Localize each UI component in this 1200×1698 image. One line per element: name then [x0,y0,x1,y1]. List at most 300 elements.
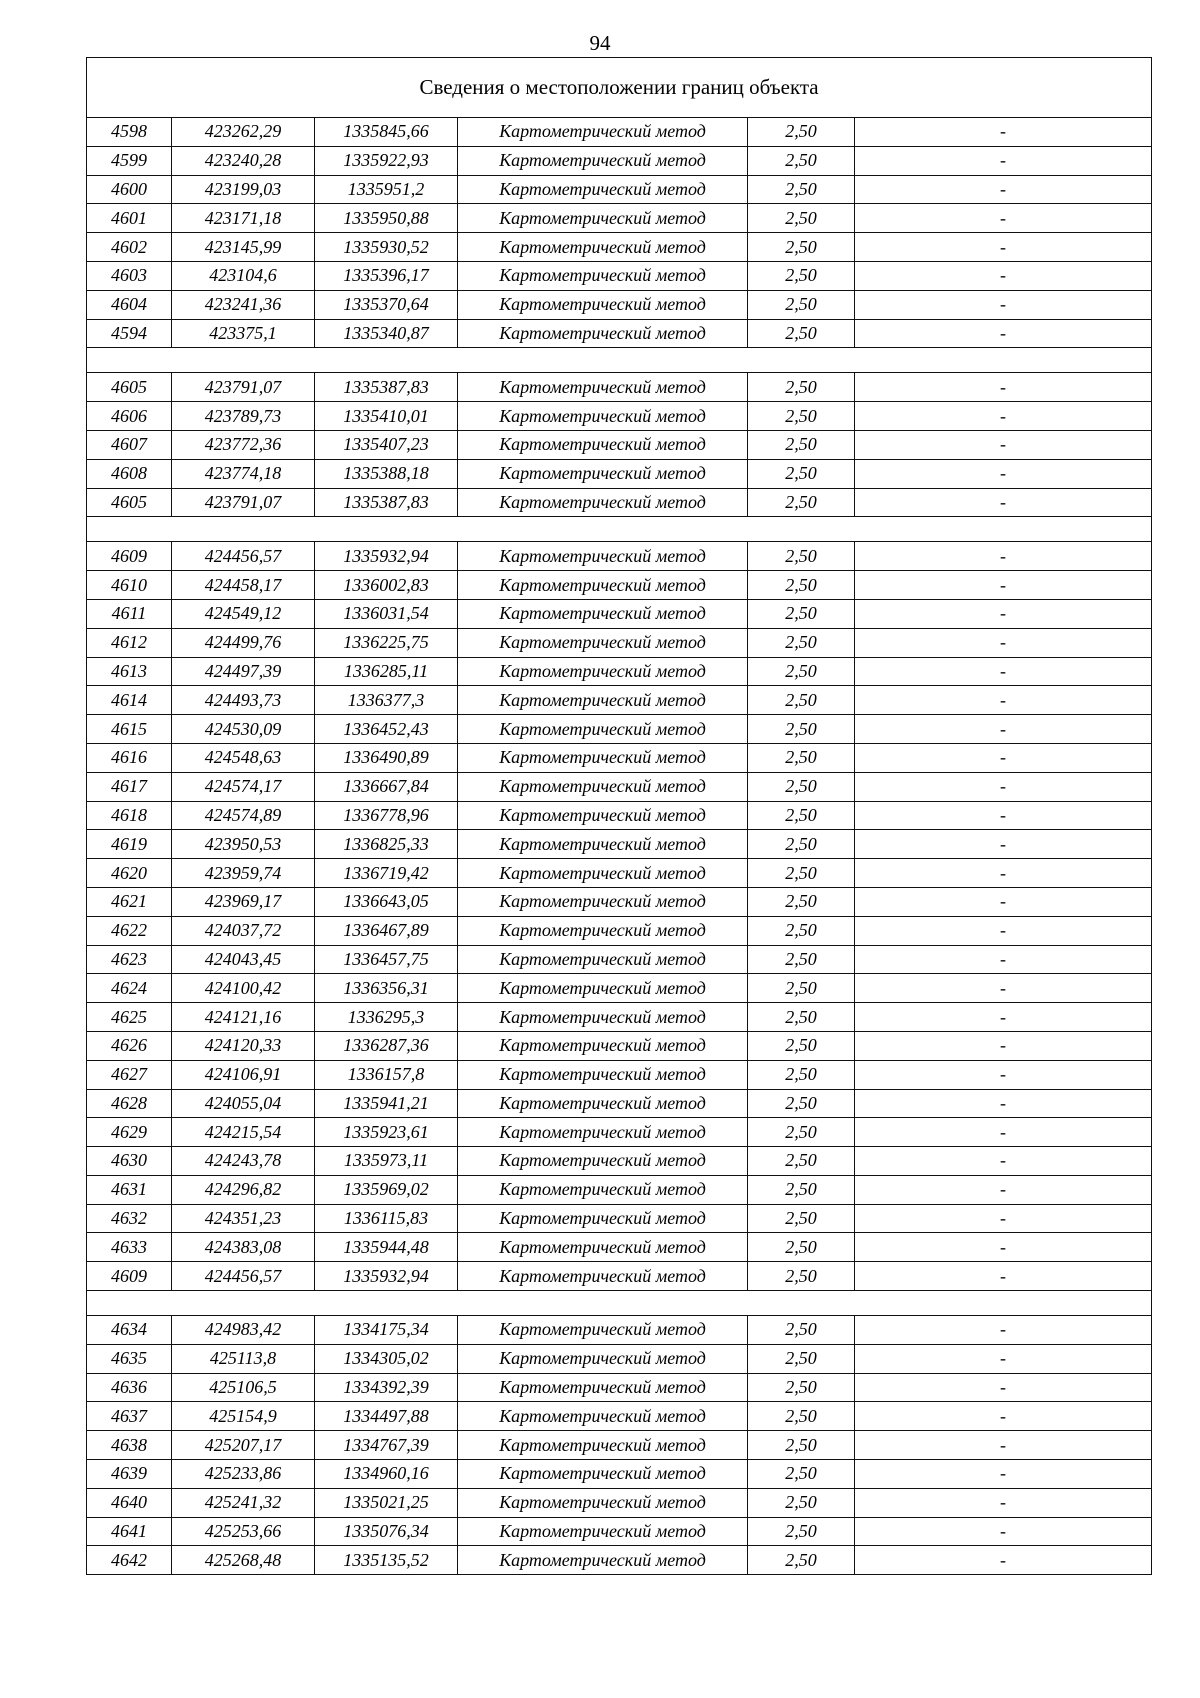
y-coordinate-cell: 1335932,94 [315,1262,458,1291]
accuracy-cell: 2,50 [748,801,855,830]
point-number-cell: 4623 [87,945,172,974]
table-row [87,1546,1152,1575]
y-coordinate-cell: 1336825,33 [315,830,458,859]
table-row [87,1118,1152,1147]
description-cell: - [855,146,1152,175]
table-row [87,146,1152,175]
table-row [87,118,1152,147]
method-cell: Картометрический метод [458,233,748,262]
y-coordinate-cell: 1336643,05 [315,887,458,916]
point-number-cell: 4638 [87,1431,172,1460]
description-cell: - [855,1089,1152,1118]
description-cell: - [855,1262,1152,1291]
point-number-cell: 4628 [87,1089,172,1118]
description-cell: - [855,1204,1152,1233]
page-number: 94 [589,31,611,55]
x-coordinate-cell: 424055,04 [172,1089,315,1118]
accuracy-cell: 2,50 [748,974,855,1003]
point-number-cell: 4618 [87,801,172,830]
boundary-table-body [87,58,1152,1575]
y-coordinate-cell: 1335370,64 [315,290,458,319]
description-cell: - [855,686,1152,715]
x-coordinate-cell: 424493,73 [172,686,315,715]
table-row [87,175,1152,204]
description-cell: - [855,801,1152,830]
accuracy-cell: 2,50 [748,945,855,974]
y-coordinate-cell: 1335923,61 [315,1118,458,1147]
point-number-cell: 4609 [87,1262,172,1291]
y-coordinate-cell: 1336002,83 [315,571,458,600]
description-cell: - [855,830,1152,859]
description-cell: - [855,1460,1152,1489]
table-row [87,772,1152,801]
method-cell: Картометрический метод [458,571,748,600]
x-coordinate-cell: 423145,99 [172,233,315,262]
method-cell: Картометрический метод [458,772,748,801]
point-number-cell: 4630 [87,1147,172,1176]
accuracy-cell: 2,50 [748,887,855,916]
accuracy-cell: 2,50 [748,1262,855,1291]
description-cell: - [855,916,1152,945]
x-coordinate-cell: 424121,16 [172,1003,315,1032]
x-coordinate-cell: 424351,23 [172,1204,315,1233]
method-cell: Картометрический метод [458,1373,748,1402]
y-coordinate-cell: 1335944,48 [315,1233,458,1262]
description-cell: - [855,743,1152,772]
table-row [87,1175,1152,1204]
accuracy-cell: 2,50 [748,233,855,262]
description-cell: - [855,1233,1152,1262]
y-coordinate-cell: 1336285,11 [315,657,458,686]
y-coordinate-cell: 1335930,52 [315,233,458,262]
y-coordinate-cell: 1334767,39 [315,1431,458,1460]
description-cell: - [855,1402,1152,1431]
method-cell: Картометрический метод [458,373,748,402]
description-cell: - [855,542,1152,571]
y-coordinate-cell: 1335388,18 [315,459,458,488]
accuracy-cell: 2,50 [748,430,855,459]
table-row [87,1344,1152,1373]
x-coordinate-cell: 424215,54 [172,1118,315,1147]
table-row [87,945,1152,974]
y-coordinate-cell: 1335076,34 [315,1517,458,1546]
y-coordinate-cell: 1335135,52 [315,1546,458,1575]
y-coordinate-cell: 1336490,89 [315,743,458,772]
y-coordinate-cell: 1336667,84 [315,772,458,801]
point-number-cell: 4621 [87,887,172,916]
point-number-cell: 4610 [87,571,172,600]
method-cell: Картометрический метод [458,459,748,488]
description-cell: - [855,233,1152,262]
point-number-cell: 4625 [87,1003,172,1032]
method-cell: Картометрический метод [458,146,748,175]
table-row [87,290,1152,319]
description-cell: - [855,488,1152,517]
method-cell: Картометрический метод [458,1517,748,1546]
method-cell: Картометрический метод [458,1233,748,1262]
table-row [87,459,1152,488]
accuracy-cell: 2,50 [748,715,855,744]
accuracy-cell: 2,50 [748,146,855,175]
point-number-cell: 4641 [87,1517,172,1546]
x-coordinate-cell: 425113,8 [172,1344,315,1373]
method-cell: Картометрический метод [458,118,748,147]
description-cell: - [855,430,1152,459]
accuracy-cell: 2,50 [748,1233,855,1262]
x-coordinate-cell: 424296,82 [172,1175,315,1204]
method-cell: Картометрический метод [458,1546,748,1575]
point-number-cell: 4605 [87,373,172,402]
accuracy-cell: 2,50 [748,290,855,319]
x-coordinate-cell: 425154,9 [172,1402,315,1431]
x-coordinate-cell: 425106,5 [172,1373,315,1402]
accuracy-cell: 2,50 [748,1003,855,1032]
description-cell: - [855,373,1152,402]
y-coordinate-cell: 1334960,16 [315,1460,458,1489]
accuracy-cell: 2,50 [748,1060,855,1089]
accuracy-cell: 2,50 [748,599,855,628]
y-coordinate-cell: 1336157,8 [315,1060,458,1089]
table-row [87,1517,1152,1546]
x-coordinate-cell: 425268,48 [172,1546,315,1575]
y-coordinate-cell: 1336457,75 [315,945,458,974]
x-coordinate-cell: 424043,45 [172,945,315,974]
accuracy-cell: 2,50 [748,488,855,517]
point-number-cell: 4626 [87,1031,172,1060]
point-number-cell: 4612 [87,628,172,657]
description-cell: - [855,657,1152,686]
table-row [87,1233,1152,1262]
x-coordinate-cell: 425233,86 [172,1460,315,1489]
y-coordinate-cell: 1335340,87 [315,319,458,348]
method-cell: Картометрический метод [458,1060,748,1089]
table-row [87,1262,1152,1291]
y-coordinate-cell: 1336778,96 [315,801,458,830]
point-number-cell: 4629 [87,1118,172,1147]
description-cell: - [855,118,1152,147]
point-number-cell: 4642 [87,1546,172,1575]
description-cell: - [855,261,1152,290]
method-cell: Картометрический метод [458,916,748,945]
method-cell: Картометрический метод [458,175,748,204]
y-coordinate-cell: 1336287,36 [315,1031,458,1060]
accuracy-cell: 2,50 [748,1344,855,1373]
description-cell: - [855,715,1152,744]
accuracy-cell: 2,50 [748,175,855,204]
y-coordinate-cell: 1335396,17 [315,261,458,290]
table-row [87,1089,1152,1118]
table-row [87,204,1152,233]
point-number-cell: 4636 [87,1373,172,1402]
x-coordinate-cell: 424106,91 [172,1060,315,1089]
x-coordinate-cell: 424120,33 [172,1031,315,1060]
accuracy-cell: 2,50 [748,1147,855,1176]
table-title-row [87,58,1152,118]
x-coordinate-cell: 424548,63 [172,743,315,772]
x-coordinate-cell: 423791,07 [172,373,315,402]
method-cell: Картометрический метод [458,1175,748,1204]
x-coordinate-cell: 424243,78 [172,1147,315,1176]
table-row [87,1402,1152,1431]
description-cell: - [855,1316,1152,1345]
method-cell: Картометрический метод [458,974,748,1003]
table-row [87,571,1152,600]
table-row [87,1204,1152,1233]
method-cell: Картометрический метод [458,1488,748,1517]
y-coordinate-cell: 1336031,54 [315,599,458,628]
description-cell: - [855,1031,1152,1060]
point-number-cell: 4600 [87,175,172,204]
accuracy-cell: 2,50 [748,1316,855,1345]
x-coordinate-cell: 424574,89 [172,801,315,830]
x-coordinate-cell: 424456,57 [172,542,315,571]
point-number-cell: 4635 [87,1344,172,1373]
accuracy-cell: 2,50 [748,459,855,488]
y-coordinate-cell: 1334497,88 [315,1402,458,1431]
table-row [87,916,1152,945]
point-number-cell: 4617 [87,772,172,801]
accuracy-cell: 2,50 [748,1373,855,1402]
accuracy-cell: 2,50 [748,859,855,888]
point-number-cell: 4616 [87,743,172,772]
group-separator [87,517,1152,542]
table-row [87,319,1152,348]
accuracy-cell: 2,50 [748,542,855,571]
point-number-cell: 4611 [87,599,172,628]
y-coordinate-cell: 1335973,11 [315,1147,458,1176]
description-cell: - [855,599,1152,628]
table-row [87,1060,1152,1089]
point-number-cell: 4627 [87,1060,172,1089]
group-separator-row [87,517,1152,542]
x-coordinate-cell: 424383,08 [172,1233,315,1262]
accuracy-cell: 2,50 [748,1517,855,1546]
x-coordinate-cell: 425207,17 [172,1431,315,1460]
method-cell: Картометрический метод [458,1147,748,1176]
x-coordinate-cell: 423791,07 [172,488,315,517]
x-coordinate-cell: 424458,17 [172,571,315,600]
accuracy-cell: 2,50 [748,1431,855,1460]
description-cell: - [855,1060,1152,1089]
table-row [87,1316,1152,1345]
table-row [87,887,1152,916]
y-coordinate-cell: 1336377,3 [315,686,458,715]
method-cell: Картометрический метод [458,599,748,628]
y-coordinate-cell: 1335951,2 [315,175,458,204]
method-cell: Картометрический метод [458,1344,748,1373]
table-row [87,1488,1152,1517]
point-number-cell: 4594 [87,319,172,348]
description-cell: - [855,772,1152,801]
accuracy-cell: 2,50 [748,373,855,402]
point-number-cell: 4620 [87,859,172,888]
description-cell: - [855,571,1152,600]
x-coordinate-cell: 424530,09 [172,715,315,744]
table-row [87,1003,1152,1032]
description-cell: - [855,1118,1152,1147]
accuracy-cell: 2,50 [748,628,855,657]
y-coordinate-cell: 1335387,83 [315,488,458,517]
point-number-cell: 4603 [87,261,172,290]
method-cell: Картометрический метод [458,1003,748,1032]
table-row [87,657,1152,686]
y-coordinate-cell: 1334392,39 [315,1373,458,1402]
x-coordinate-cell: 423240,28 [172,146,315,175]
table-row [87,830,1152,859]
table-row [87,859,1152,888]
table-row [87,261,1152,290]
point-number-cell: 4615 [87,715,172,744]
description-cell: - [855,204,1152,233]
method-cell: Картометрический метод [458,1431,748,1460]
method-cell: Картометрический метод [458,657,748,686]
description-cell: - [855,1373,1152,1402]
accuracy-cell: 2,50 [748,772,855,801]
x-coordinate-cell: 423262,29 [172,118,315,147]
method-cell: Картометрический метод [458,1262,748,1291]
point-number-cell: 4609 [87,542,172,571]
method-cell: Картометрический метод [458,1316,748,1345]
point-number-cell: 4606 [87,402,172,431]
x-coordinate-cell: 423375,1 [172,319,315,348]
table-row [87,402,1152,431]
y-coordinate-cell: 1334305,02 [315,1344,458,1373]
x-coordinate-cell: 425253,66 [172,1517,315,1546]
point-number-cell: 4619 [87,830,172,859]
y-coordinate-cell: 1335941,21 [315,1089,458,1118]
group-separator-row [87,348,1152,373]
point-number-cell: 4624 [87,974,172,1003]
table-row [87,233,1152,262]
table-row [87,373,1152,402]
table-row [87,430,1152,459]
point-number-cell: 4599 [87,146,172,175]
y-coordinate-cell: 1335845,66 [315,118,458,147]
x-coordinate-cell: 425241,32 [172,1488,315,1517]
x-coordinate-cell: 424549,12 [172,599,315,628]
x-coordinate-cell: 423171,18 [172,204,315,233]
point-number-cell: 4613 [87,657,172,686]
method-cell: Картометрический метод [458,801,748,830]
method-cell: Картометрический метод [458,743,748,772]
accuracy-cell: 2,50 [748,1175,855,1204]
y-coordinate-cell: 1336719,42 [315,859,458,888]
point-number-cell: 4602 [87,233,172,262]
description-cell: - [855,1344,1152,1373]
description-cell: - [855,1431,1152,1460]
method-cell: Картометрический метод [458,1204,748,1233]
description-cell: - [855,1517,1152,1546]
accuracy-cell: 2,50 [748,657,855,686]
accuracy-cell: 2,50 [748,319,855,348]
method-cell: Картометрический метод [458,686,748,715]
point-number-cell: 4614 [87,686,172,715]
method-cell: Картометрический метод [458,715,748,744]
method-cell: Картометрический метод [458,859,748,888]
x-coordinate-cell: 423789,73 [172,402,315,431]
accuracy-cell: 2,50 [748,118,855,147]
accuracy-cell: 2,50 [748,1031,855,1060]
group-separator [87,1291,1152,1316]
method-cell: Картометрический метод [458,887,748,916]
point-number-cell: 4622 [87,916,172,945]
method-cell: Картометрический метод [458,1402,748,1431]
x-coordinate-cell: 423241,36 [172,290,315,319]
table-row [87,628,1152,657]
accuracy-cell: 2,50 [748,1460,855,1489]
y-coordinate-cell: 1335969,02 [315,1175,458,1204]
point-number-cell: 4632 [87,1204,172,1233]
x-coordinate-cell: 423969,17 [172,887,315,916]
table-title: Сведения о местоположении границ объекта [87,58,1152,118]
description-cell: - [855,945,1152,974]
method-cell: Картометрический метод [458,1118,748,1147]
y-coordinate-cell: 1335407,23 [315,430,458,459]
accuracy-cell: 2,50 [748,743,855,772]
boundary-table [86,57,1152,1575]
method-cell: Картометрический метод [458,319,748,348]
point-number-cell: 4639 [87,1460,172,1489]
table-row [87,599,1152,628]
method-cell: Картометрический метод [458,290,748,319]
accuracy-cell: 2,50 [748,1488,855,1517]
method-cell: Картометрический метод [458,1031,748,1060]
description-cell: - [855,887,1152,916]
point-number-cell: 4631 [87,1175,172,1204]
table-row [87,542,1152,571]
method-cell: Картометрический метод [458,430,748,459]
point-number-cell: 4607 [87,430,172,459]
method-cell: Картометрический метод [458,204,748,233]
table-row [87,743,1152,772]
accuracy-cell: 2,50 [748,571,855,600]
y-coordinate-cell: 1336356,31 [315,974,458,1003]
table-row [87,488,1152,517]
x-coordinate-cell: 423104,6 [172,261,315,290]
accuracy-cell: 2,50 [748,1402,855,1431]
table-row [87,1147,1152,1176]
x-coordinate-cell: 423959,74 [172,859,315,888]
x-coordinate-cell: 424983,42 [172,1316,315,1345]
group-separator-row [87,1291,1152,1316]
accuracy-cell: 2,50 [748,1204,855,1233]
point-number-cell: 4633 [87,1233,172,1262]
x-coordinate-cell: 423950,53 [172,830,315,859]
point-number-cell: 4634 [87,1316,172,1345]
description-cell: - [855,628,1152,657]
x-coordinate-cell: 424497,39 [172,657,315,686]
method-cell: Картометрический метод [458,542,748,571]
description-cell: - [855,859,1152,888]
group-separator [87,348,1152,373]
description-cell: - [855,1147,1152,1176]
method-cell: Картометрический метод [458,830,748,859]
method-cell: Картометрический метод [458,945,748,974]
accuracy-cell: 2,50 [748,204,855,233]
description-cell: - [855,402,1152,431]
x-coordinate-cell: 424100,42 [172,974,315,1003]
x-coordinate-cell: 424456,57 [172,1262,315,1291]
y-coordinate-cell: 1335922,93 [315,146,458,175]
y-coordinate-cell: 1335410,01 [315,402,458,431]
y-coordinate-cell: 1336467,89 [315,916,458,945]
point-number-cell: 4601 [87,204,172,233]
y-coordinate-cell: 1335387,83 [315,373,458,402]
accuracy-cell: 2,50 [748,1118,855,1147]
table-row [87,1431,1152,1460]
x-coordinate-cell: 424574,17 [172,772,315,801]
description-cell: - [855,1175,1152,1204]
